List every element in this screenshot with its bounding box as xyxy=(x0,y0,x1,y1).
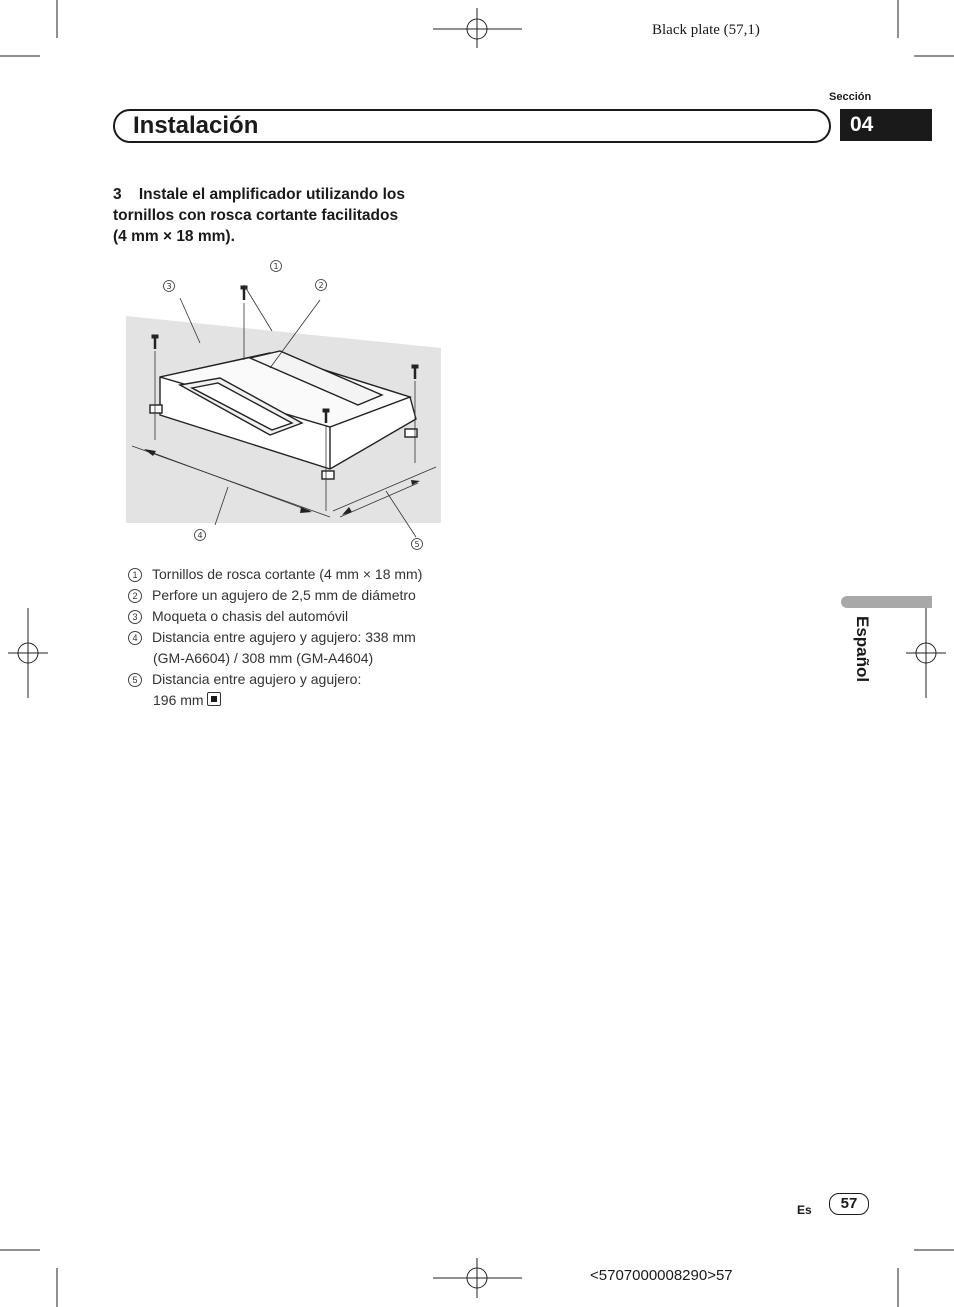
callout-1: 1 xyxy=(273,262,279,271)
legend-continuation xyxy=(128,690,468,711)
legend-continuation: (GM-A6604) / 308 mm (GM-A4604) xyxy=(153,650,374,666)
legend-item xyxy=(128,564,468,585)
plate-label: Black plate (57,1) xyxy=(652,22,760,38)
legend-number: 3 xyxy=(128,610,142,624)
section-number-box xyxy=(840,109,932,141)
step-line-3: (4 mm × 18 mm). xyxy=(113,228,235,245)
legend-text: Tornillos de rosca cortante (4 mm × 18 mm) xyxy=(152,566,423,582)
legend-text: Perfore un agujero de 2,5 mm de diámetro xyxy=(152,587,416,603)
figure-legend xyxy=(128,564,468,711)
language-code: Es xyxy=(797,1203,812,1217)
page-title: Instalación xyxy=(133,112,259,139)
page-number: 57 xyxy=(829,1193,869,1215)
step-line-1: 3 Instale el amplificador utilizando los xyxy=(113,186,405,203)
legend-number: 1 xyxy=(128,568,142,582)
legend-item xyxy=(128,606,468,627)
legend-text: Moqueta o chasis del automóvil xyxy=(152,608,349,624)
section-label: Sección xyxy=(829,91,872,103)
legend-continuation-text: 196 mm xyxy=(153,692,204,708)
end-of-section-icon xyxy=(207,692,221,706)
legend-item xyxy=(128,627,468,648)
legend-number: 5 xyxy=(128,673,142,687)
legend-number: 2 xyxy=(128,589,142,603)
legend-item xyxy=(128,585,468,606)
callout-3: 3 xyxy=(166,282,172,291)
legend-number: 4 xyxy=(128,631,142,645)
language-label: Español xyxy=(853,616,872,683)
callout-4: 4 xyxy=(197,531,203,540)
legend-text: Distancia entre agujero y agujero: 338 mm xyxy=(152,629,416,645)
callout-5: 5 xyxy=(414,540,420,549)
step-line-2: tornillos con rosca cortante facilitados xyxy=(113,207,399,224)
installation-figure xyxy=(120,255,460,555)
legend-item xyxy=(128,669,468,690)
barcode-text: <5707000008290>57 xyxy=(590,1267,733,1284)
legend-text: Distancia entre agujero y agujero: xyxy=(152,671,362,687)
chapter-title-bar xyxy=(113,109,831,143)
section-number: 04 xyxy=(850,113,874,136)
step-instruction xyxy=(113,184,453,247)
language-tab xyxy=(841,596,932,608)
callout-2: 2 xyxy=(318,281,324,290)
